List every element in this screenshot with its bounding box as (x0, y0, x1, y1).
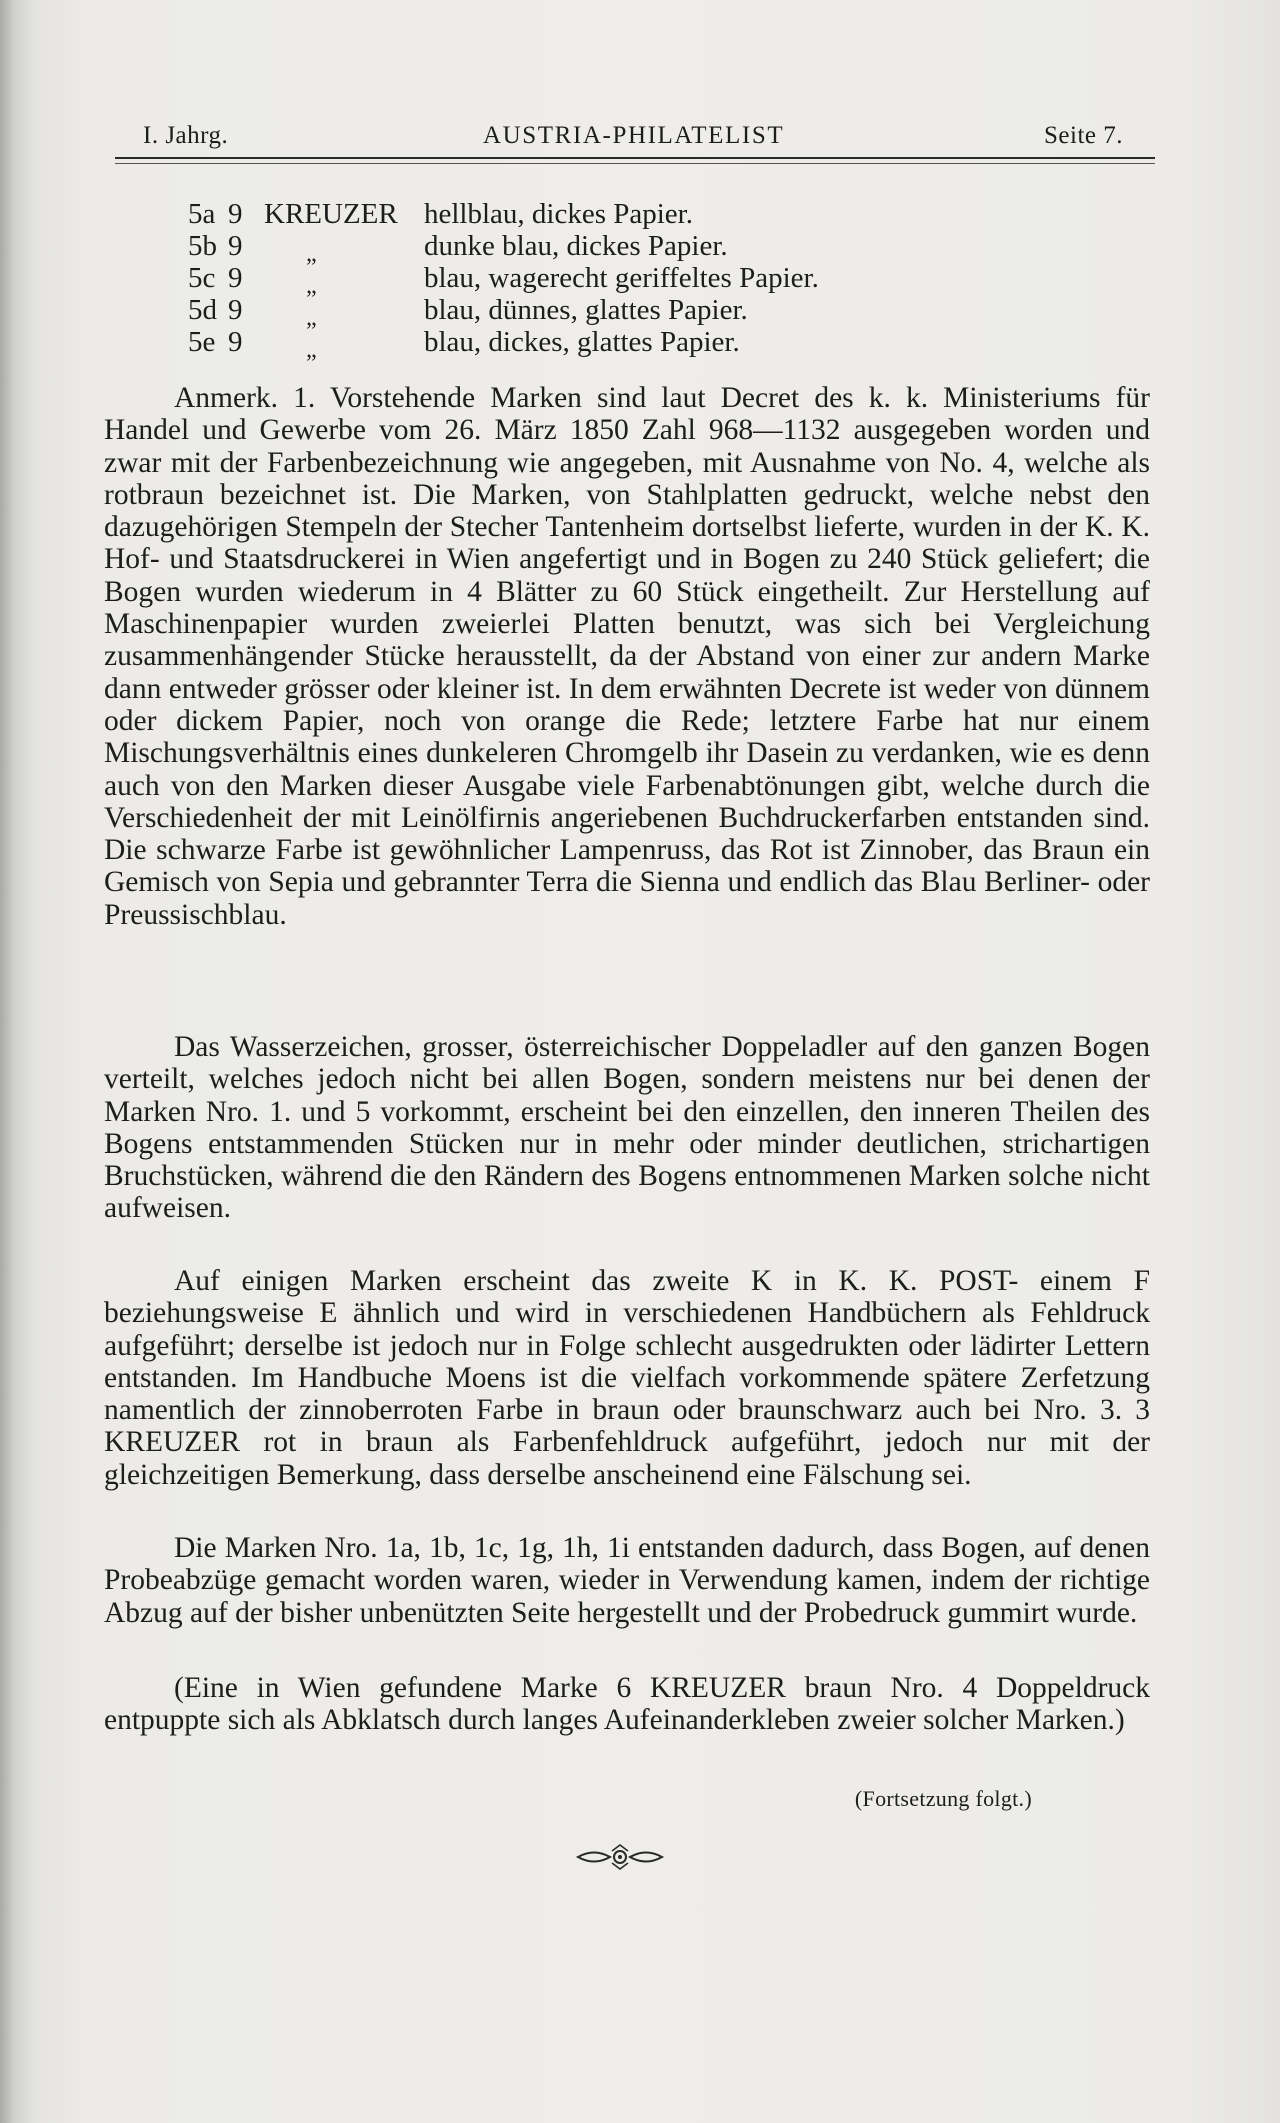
stamp-row (188, 294, 1088, 331)
stamp-code: 5a (188, 198, 216, 230)
stamp-code: 5c (188, 262, 216, 294)
paragraph-text: Auf einigen Marken erscheint das zweite K in K. K. POST- einem F beziehungsweise E ähnlich und wird in verschiedenen Handbüchern als Fehldruck aufgeführt; derselbe ist jedoch nur in Folge schlecht ausgedrukten oder lädirter Lettern entstanden. Im Handbuche Moens ist die vielfach vorkommende spätere Zerfetzung namentlich der zinnoberroten Farbe in braun oder braunschwarz auch bei Nro. 3. 3 KREUZER rot in braun als Farbenfehldruck aufgeführt, jedoch nur mit der gleichzeitigen Bemerkung, dass derselbe anscheinend eine Fälschung sei. (104, 1265, 1150, 1491)
ditto-mark: „ (306, 273, 317, 299)
ditto-mark: „ (306, 337, 317, 363)
page-number: Seite 7. (1044, 122, 1123, 149)
stamp-unit: KREUZER (264, 198, 398, 230)
ornament-icon (574, 1842, 666, 1872)
ditto-mark: „ (306, 305, 317, 331)
stamp-code: 5e (188, 326, 216, 358)
stamp-value: 9 (228, 230, 243, 262)
stamp-code: 5b (188, 230, 217, 262)
ditto-mark: „ (306, 241, 317, 267)
stamp-row (188, 198, 1088, 230)
stamp-description: blau, wagerecht geriffeltes Papier. (424, 262, 819, 294)
stamp-description: dunke blau, dickes Papier. (424, 230, 728, 262)
journal-title: AUSTRIA-PHILATELIST (483, 122, 785, 149)
paragraph-text: Die Marken Nro. 1a, 1b, 1c, 1g, 1h, 1i entstanden dadurch, dass Bogen, auf denen Probeabzüge gemacht worden waren, wieder in Verwendung kamen, indem der richtige Abzug auf der bisher unbenützten Seite hergestellt und der Probedruck gummirt wurde. (104, 1532, 1150, 1629)
stamp-row (188, 326, 1088, 363)
paragraph-text: (Eine in Wien gefundene Marke 6 KREUZER braun Nro. 4 Doppeldruck entpuppte sich als Abklatsch durch langes Aufeinanderkleben zweier solcher Marken.) (104, 1672, 1150, 1737)
header-rule (115, 157, 1155, 159)
stamp-value: 9 (228, 198, 243, 230)
stamp-code: 5d (188, 294, 217, 326)
proof-paragraph (104, 1532, 1150, 1629)
stamp-description: hellblau, dickes Papier. (424, 198, 693, 230)
stamp-row (188, 230, 1088, 267)
continuation-note: (Fortsetzung folgt.) (854, 1786, 1032, 1811)
stamp-value: 9 (228, 262, 243, 294)
stamp-value: 9 (228, 294, 243, 326)
header-rule-thin (115, 163, 1155, 164)
watermark-paragraph (104, 1031, 1150, 1225)
stamp-description: blau, dünnes, glattes Papier. (424, 294, 748, 326)
volume-label: I. Jahrg. (143, 122, 229, 149)
paragraph-text: Das Wasserzeichen, grosser, österreichischer Doppeladler auf den ganzen Bogen verteilt, welches jedoch nicht bei allen Bogen, sondern meistens nur bei denen der Marken Nro. 1. und 5 vorkommt, erscheint bei den einzellen, den inneren Theilen des Bogens entstammenden Stücken nur in mehr oder minder deutlichen, strichartigen Bruchstücken, während die den Rändern des Bogens entnommenen Marken solche nicht aufweisen. (104, 1031, 1150, 1225)
stamp-value: 9 (228, 326, 243, 358)
double-print-paragraph (104, 1672, 1150, 1737)
stamp-description: blau, dickes, glattes Papier. (424, 326, 740, 358)
stamp-row (188, 262, 1088, 299)
stamp-list (188, 198, 1088, 363)
page-header (115, 118, 1155, 158)
paragraph-text: Anmerk. 1. Vorstehende Marken sind laut Decret des k. k. Ministeriums für Handel und Gewerbe vom 26. März 1850 Zahl 968—1132 ausgegeben worden und zwar mit der Farbenbezeichnung wie angegeben, mit Ausnahme von No. 4, welche als rotbraun bezeichnet ist. Die Marken, von Stahlplatten gedruckt, welche nebst den dazugehörigen Stempeln der Stecher Tantenheim dortselbst lieferte, wurden in der K. K. Hof- und Staatsdruckerei in Wien angefertigt und in Bogen zu 240 Stück geliefert; die Bogen wurden wiederum in 4 Blätter zu 60 Stück eingetheilt. Zur Herstellung auf Maschinenpapier wurden zweierlei Platten benutzt, was sich bei Vergleichung zusammenhängender Stücke herausstellt, da der Abstand von einer zur andern Marke dann entweder grösser oder kleiner ist. In dem erwähnten Decrete ist weder von dünnem oder dickem Papier, noch von orange die Rede; letztere Farbe hat nur einem Mischungsverhältnis eines dunkeleren Chromgelb ihr Dasein zu verdanken, wie es denn auch von den Marken dieser Ausgabe viele Farbenabtönungen gibt, welche durch die Verschiedenheit der mit Leinölfirnis angeriebenen Buchdruckerfarben entstanden sind. Die schwarze Farbe ist gewöhnlicher Lampenruss, das Rot ist Zinnober, das Braun ein Gemisch von Sepia und gebrannter Terra die Sienna und endlich das Blau Berliner- oder Preussischblau. (104, 382, 1150, 931)
misprint-paragraph (104, 1265, 1150, 1491)
annotation-paragraph (104, 382, 1150, 931)
